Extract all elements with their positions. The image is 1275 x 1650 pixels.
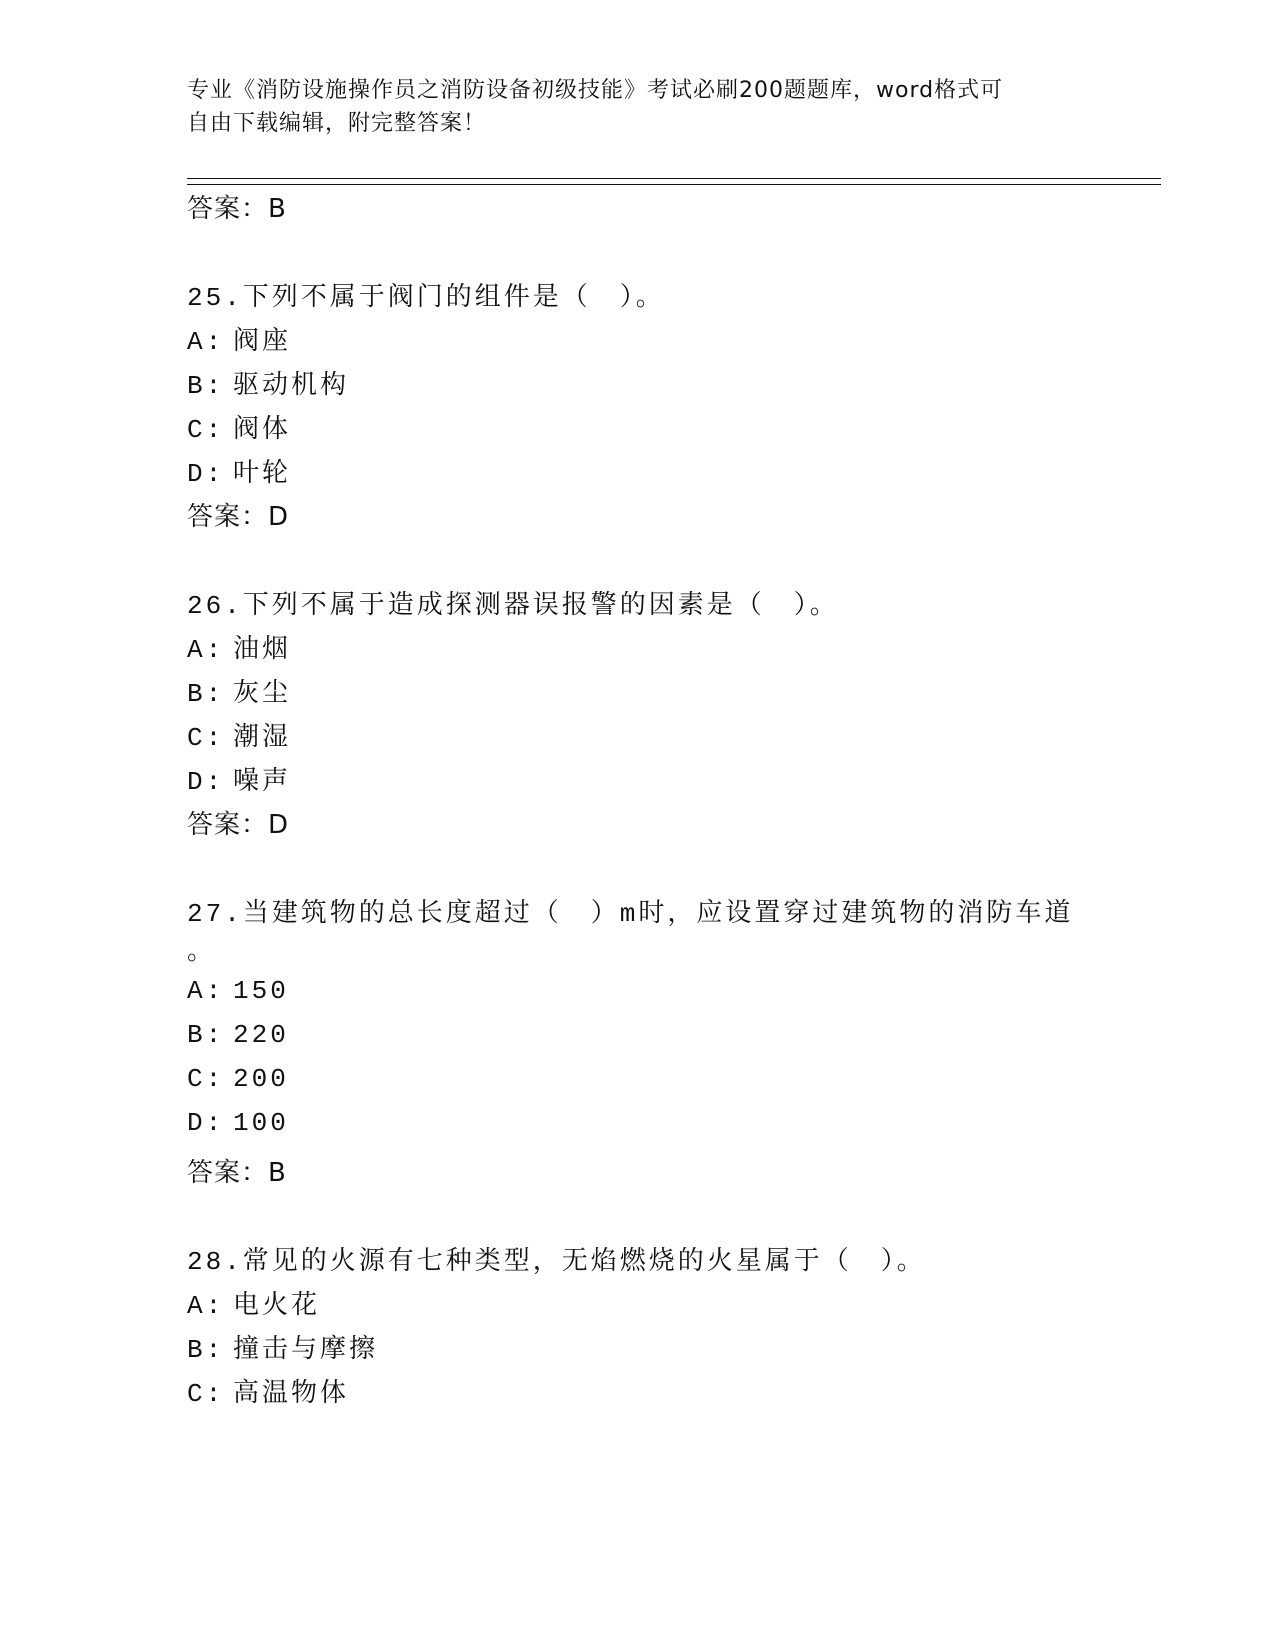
question-26-option-a xyxy=(187,628,291,665)
answer-label: 答案： xyxy=(187,810,269,840)
option-key: D: xyxy=(187,459,225,489)
question-28-option-c xyxy=(187,1372,349,1409)
option-text: 驱动机构 xyxy=(233,371,350,401)
option-key: A: xyxy=(187,1291,225,1321)
question-25-option-d xyxy=(187,452,291,489)
question-28-option-b xyxy=(187,1328,378,1365)
option-text: 200 xyxy=(233,1064,289,1094)
question-26-stem: 26.下列不属于造成探测器误报警的因素是（ ）。 xyxy=(187,591,839,621)
question-26-option-c xyxy=(187,716,291,753)
question-27-answer xyxy=(187,1152,287,1189)
question-27-option-d xyxy=(187,1108,289,1138)
option-key: A: xyxy=(187,327,225,357)
option-text: 噪声 xyxy=(233,767,292,797)
answer-value: D xyxy=(268,502,290,532)
question-27-option-b xyxy=(187,1020,289,1050)
answer-value: B xyxy=(268,194,287,224)
question-25-option-a xyxy=(187,320,291,357)
option-text: 潮湿 xyxy=(233,723,292,753)
question-25-option-b xyxy=(187,364,349,401)
option-key: D: xyxy=(187,1108,225,1138)
answer-label: 答案： xyxy=(187,502,269,532)
option-key: A: xyxy=(187,976,225,1006)
question-26-option-d xyxy=(187,760,291,797)
option-key: C: xyxy=(187,723,225,753)
option-text: 阀体 xyxy=(233,415,292,445)
option-text: 叶轮 xyxy=(233,459,292,489)
option-key: B: xyxy=(187,371,225,401)
question-27-option-a xyxy=(187,976,289,1006)
header-line-1: 专业《消防设施操作员之消防设备初级技能》考试必刷200题题库，word格式可 xyxy=(187,78,1004,103)
option-key: B: xyxy=(187,1020,225,1050)
answer-label: 答案： xyxy=(187,194,269,224)
question-25-answer xyxy=(187,496,289,533)
option-key: C: xyxy=(187,1064,225,1094)
option-text: 电火花 xyxy=(233,1291,321,1321)
option-key: C: xyxy=(187,1379,225,1409)
previous-answer xyxy=(187,188,287,225)
option-text: 220 xyxy=(233,1020,289,1050)
answer-value: D xyxy=(268,810,290,840)
option-key: B: xyxy=(187,679,225,709)
option-text: 灰尘 xyxy=(233,679,292,709)
question-26-option-b xyxy=(187,672,291,709)
question-26-answer xyxy=(187,804,289,841)
option-text: 撞击与摩擦 xyxy=(233,1335,379,1365)
option-text: 100 xyxy=(233,1108,289,1138)
question-25-option-c xyxy=(187,408,291,445)
question-27-option-c xyxy=(187,1064,289,1094)
option-key: D: xyxy=(187,767,225,797)
question-28-option-a xyxy=(187,1284,320,1321)
question-27-stem: 27.当建筑物的总长度超过（ ）m时，应设置穿过建筑物的消防车道 xyxy=(187,899,1074,929)
answer-label: 答案： xyxy=(187,1158,269,1188)
answer-value: B xyxy=(268,1158,287,1188)
header-divider-bottom xyxy=(187,184,1161,185)
question-28-stem: 28.常见的火源有七种类型，无焰燃烧的火星属于（ ）。 xyxy=(187,1247,926,1277)
option-text: 高温物体 xyxy=(233,1379,350,1409)
header-line-2: 自由下载编辑，附完整答案！ xyxy=(187,111,487,136)
option-key: B: xyxy=(187,1335,225,1365)
option-text: 阀座 xyxy=(233,327,292,357)
option-key: C: xyxy=(187,415,225,445)
header-divider-top xyxy=(187,178,1161,179)
option-text: 150 xyxy=(233,976,289,1006)
option-text: 油烟 xyxy=(233,635,292,665)
question-27-stem-continued: 。 xyxy=(187,937,217,967)
document-header xyxy=(187,74,1067,140)
question-25-stem: 25.下列不属于阀门的组件是（ ）。 xyxy=(187,283,665,313)
option-key: A: xyxy=(187,635,225,665)
